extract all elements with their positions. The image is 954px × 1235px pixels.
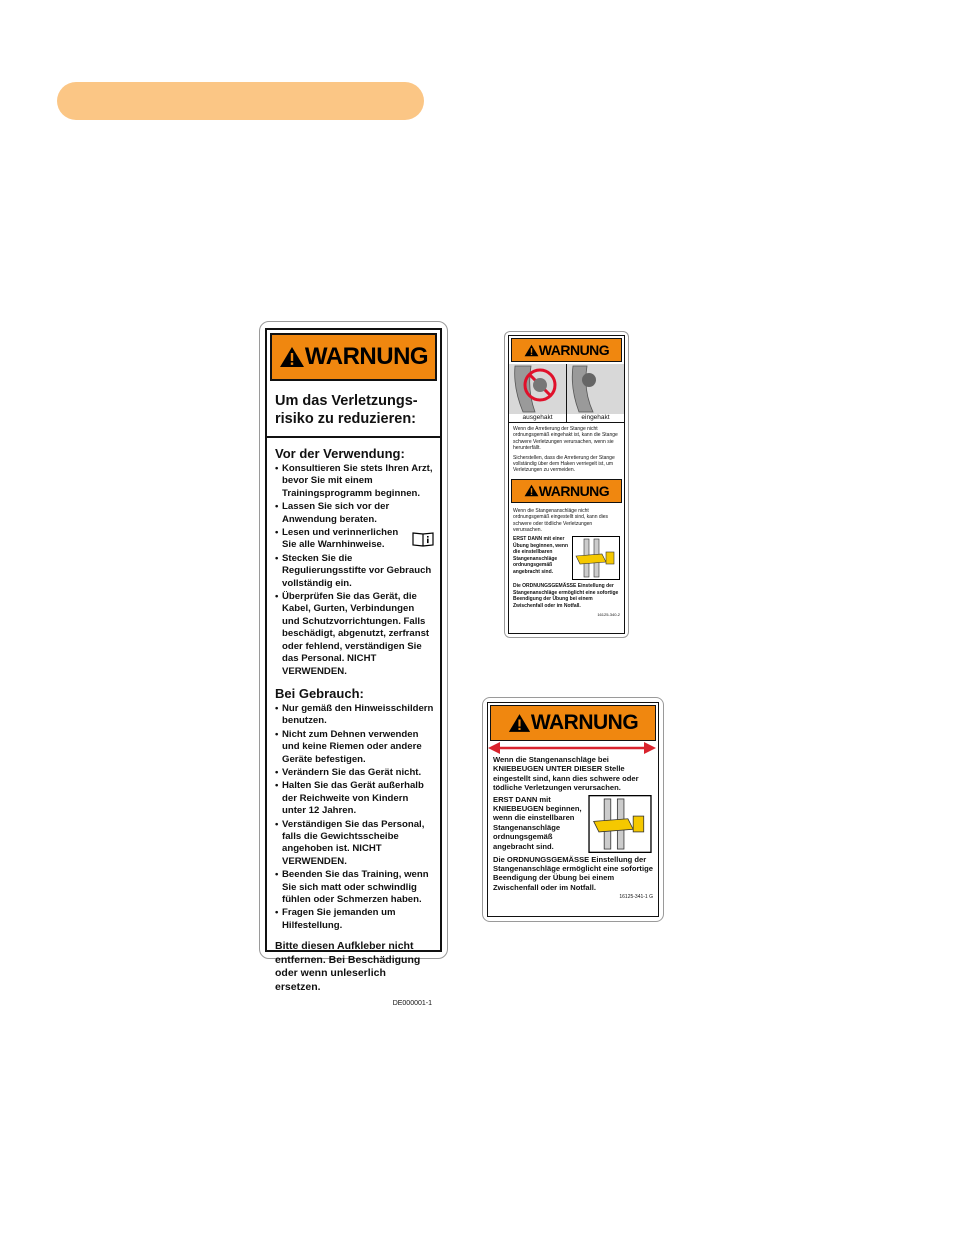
hook-icon bbox=[567, 364, 624, 414]
list-item: • Fragen Sie jemanden um Hilfestellung. bbox=[275, 907, 434, 932]
label-inner-frame bbox=[265, 328, 442, 1008]
bar-stop-icon bbox=[572, 536, 620, 580]
hooked-illustration bbox=[566, 364, 624, 422]
list-item bbox=[275, 527, 434, 552]
label-code: 16125-341-1 G bbox=[619, 894, 653, 901]
warning-triangle-icon bbox=[524, 344, 539, 357]
list-item: • Stecken Sie die Regulierungsstifte vor Gebrauch vollständig ein. bbox=[275, 553, 434, 590]
caption-unhooked: ausgehakt bbox=[509, 414, 566, 422]
hook-illustrations bbox=[509, 364, 624, 423]
warning-label-general bbox=[259, 321, 448, 1008]
warning-triangle-icon bbox=[524, 484, 539, 497]
double-arrow-icon bbox=[488, 741, 656, 755]
label-inner-frame bbox=[508, 335, 625, 634]
warning-triangle-icon bbox=[508, 713, 531, 733]
label-code: 16125-340-2 bbox=[597, 612, 620, 618]
section-header-pill bbox=[57, 82, 424, 120]
list-item: • Verändern Sie das Gerät nicht. bbox=[275, 767, 434, 779]
label-inner-frame bbox=[487, 702, 659, 917]
list-item: • Nicht zum Dehnen verwenden und keine Riemen oder andere Geräte befestigen. bbox=[275, 729, 434, 766]
warning-header bbox=[490, 705, 656, 741]
section-during-use: Bei Gebrauch: bbox=[275, 685, 364, 701]
warning-triangle-icon bbox=[279, 346, 305, 368]
warning-word: WARNUNG bbox=[538, 482, 610, 499]
label-text: Wenn die Stangenanschläge bei KNIEBEUGEN UNTER DIESER Stelle eingestellt sind, kann dies schwere oder tödliche Verletzungen verursachen. bbox=[493, 755, 639, 793]
bar-stop-icon bbox=[587, 795, 653, 853]
list-item: • Beenden Sie das Training, wenn Sie sich matt oder schwindlig fühlen oder Schmerzen haben. bbox=[275, 869, 434, 906]
label-code: DE000001-1 bbox=[392, 1000, 432, 1008]
label-text: ERST DANN mit einer Übung beginnen, wenn die einstellbaren Stangenanschläge ordnungsgemäß angebracht sind. bbox=[513, 536, 568, 575]
label-text: ERST DANN mit KNIEBEUGEN beginnen, wenn die einstellbaren Stangenanschläge ordnungsgemäß angebracht sind. bbox=[493, 794, 582, 851]
list-item: • Konsultieren Sie stets Ihren Arzt, bevor Sie mit einem Trainingsprogramm beginnen. bbox=[275, 463, 434, 500]
text-image-row bbox=[488, 795, 658, 853]
list-item: • Lassen Sie sich vor der Anwendung beraten. bbox=[275, 501, 434, 526]
warning-label-bar-catch bbox=[504, 331, 629, 638]
list-item: • Verständigen Sie das Personal, falls die Gewichtsscheibe angehoben ist. NICHT VERWENDEN. bbox=[275, 819, 434, 869]
warning-header bbox=[270, 333, 437, 381]
list-item: • Überprüfen Sie das Gerät, die Kabel, Gurten, Verbindungen und Schutzvorrichtungen. Falls beschädigt, abgenutzt, zerfranst oder fehlend, verständigen Sie das Personal. NICHT VERWENDEN. bbox=[275, 591, 434, 678]
warning-label-squat bbox=[482, 697, 664, 922]
label-text: Die ORDNUNGSGEMÄSSE Einstellung der Stangenanschläge ermöglicht eine sofortige Beendigung der Übung bei einem Zwischenfall oder im Notfall. bbox=[493, 854, 653, 892]
label-text: Sicherstellen, dass die Arretierung der Stange vollständig über dem Haken verriegelt ist, um Verletzungen zu vermeiden. bbox=[513, 454, 615, 474]
label-text: Wenn die Arretierung der Stange nicht ordnungsgemäß eingehakt ist, kann die Stange schwere Verletzungen verursachen, wenn sie herunterfällt. bbox=[513, 426, 618, 452]
section-before-use: Vor der Verwendung: bbox=[275, 446, 405, 461]
caption-hooked: eingehakt bbox=[567, 414, 624, 422]
before-use-list bbox=[267, 463, 440, 678]
text-image-row bbox=[509, 536, 624, 580]
label-subtitle: Um das Verletzungs-risiko zu reduzieren: bbox=[267, 384, 440, 438]
warning-word: WARNUNG bbox=[304, 343, 429, 370]
list-item: • Halten Sie das Gerät außerhalb der Reichweite von Kindern unter 12 Jahren. bbox=[275, 780, 434, 817]
list-item: • Nur gemäß den Hinweisschildern benutzen. bbox=[275, 703, 434, 728]
during-use-list bbox=[267, 703, 440, 932]
label-text: Wenn die Stangenanschläge nicht ordnungsgemäß eingestellt sind, kann dies schwere oder tödliche Verletzungen verursachen. bbox=[513, 507, 609, 534]
list-item-text: • Lesen und verinnerlichen Sie alle Warnhinweise. bbox=[282, 527, 399, 551]
warning-header bbox=[511, 479, 622, 503]
unhooked-illustration bbox=[509, 364, 566, 422]
label-footer: Bitte diesen Aufkleber nicht entfernen. Bei Beschädigung oder wenn unleserlich ersetzen. bbox=[275, 940, 421, 993]
manual-book-icon bbox=[412, 531, 434, 547]
prohibited-icon bbox=[509, 364, 566, 414]
warning-word: WARNUNG bbox=[538, 342, 610, 358]
warning-header bbox=[511, 338, 622, 362]
label-text: Die ORDNUNGSGEMÄSSE Einstellung der Stangenanschläge ermöglicht eine sofortige Beendigung der Übung bei einem Zwischenfall oder im Notfall. bbox=[513, 583, 619, 609]
warning-word: WARNUNG bbox=[530, 711, 639, 734]
